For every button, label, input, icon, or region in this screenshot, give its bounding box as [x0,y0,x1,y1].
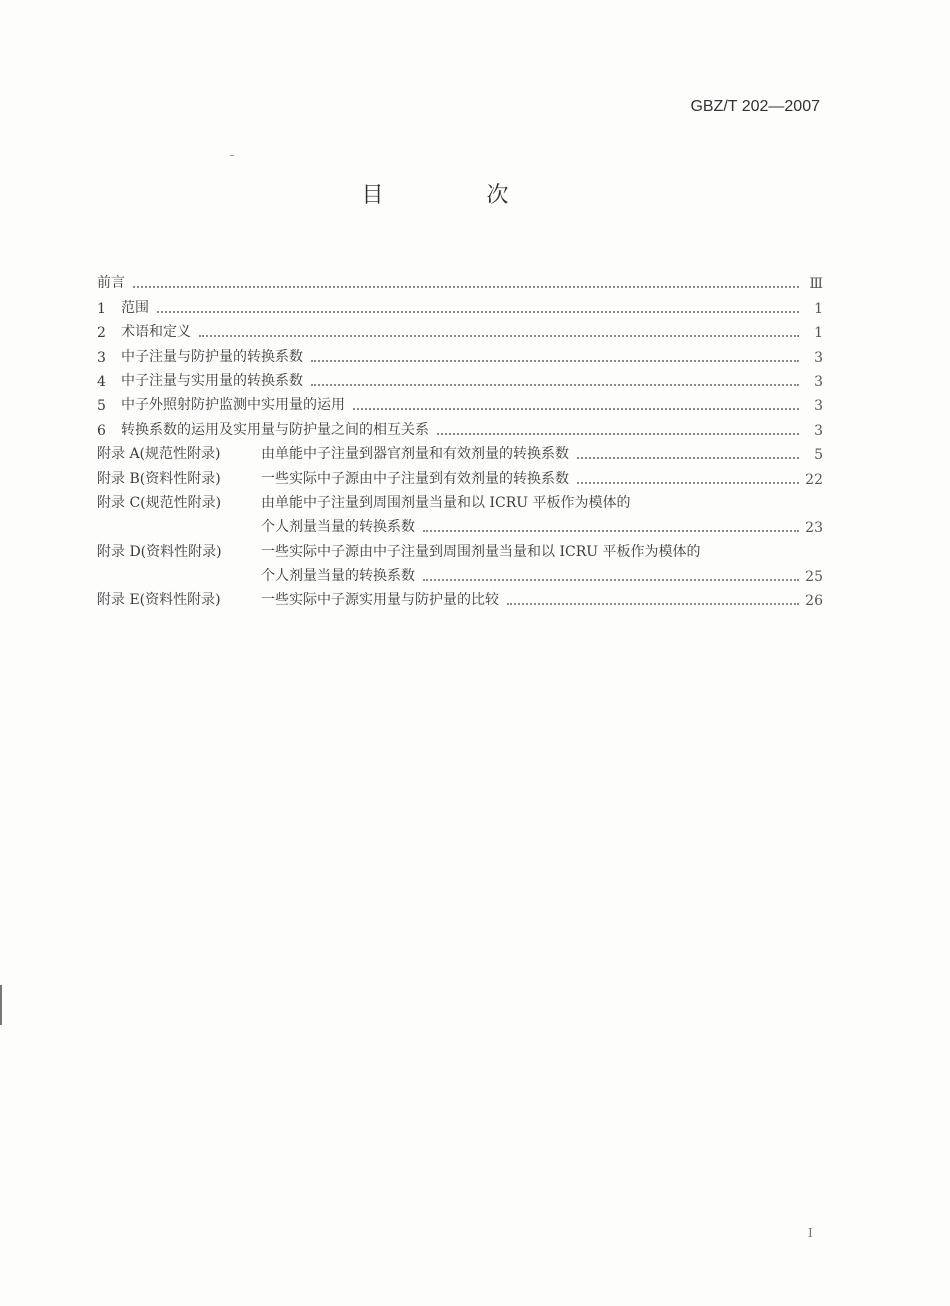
toc-entry-4[interactable] [97,366,823,390]
table-of-contents [97,268,823,609]
leader-dots [423,578,799,581]
toc-label: 中子注量与防护量的转换系数 [121,348,303,365]
toc-label: 一些实际中子源由中子注量到周围剂量当量和以 ICRU 平板作为模体的 [261,543,701,560]
toc-label: 中子外照射防护监测中实用量的运用 [121,397,345,414]
toc-number: 1 [97,300,106,317]
toc-number: 3 [97,349,106,366]
leader-dots [577,481,799,484]
toc-label: 一些实际中子源实用量与防护量的比较 [261,592,499,609]
toc-number: 5 [97,398,106,415]
toc-page-number: 3 [814,349,823,366]
appendix-prefix: 附录 E(资料性附录) [97,592,221,609]
standard-code: GBZ/T 202—2007 [690,98,820,115]
scan-edge-mark [0,985,2,1025]
leader-dots [437,432,799,435]
leader-dots [577,456,799,459]
toc-page-number: 22 [805,471,823,488]
leader-dots [507,602,799,605]
appendix-prefix: 附录 D(资料性附录) [97,543,222,560]
leader-dots [311,359,799,362]
toc-label-continued: 个人剂量当量的转换系数 [261,519,415,536]
leader-dots [133,285,799,288]
toc-entry-3[interactable] [97,341,823,365]
scan-speck [230,155,234,156]
page-title: 目 次 [361,183,557,208]
toc-label: 转换系数的运用及实用量与防护量之间的相互关系 [121,421,429,438]
toc-page-number: 1 [814,300,823,317]
toc-entry-appendix-b[interactable] [97,463,823,487]
toc-label-continued: 个人剂量当量的转换系数 [261,568,415,585]
toc-label: 由单能中子注量到器官剂量和有效剂量的转换系数 [261,446,569,463]
toc-entry-appendix-c[interactable] [97,488,823,512]
appendix-prefix: 附录 B(资料性附录) [97,470,221,487]
toc-label: 术语和定义 [121,324,191,341]
leader-dots [157,310,799,313]
toc-page-number: 3 [814,422,823,439]
toc-label: 由单能中子注量到周围剂量当量和以 ICRU 平板作为模体的 [261,494,631,511]
toc-entry-appendix-e[interactable] [97,585,823,609]
toc-entry-appendix-d[interactable] [97,536,823,560]
toc-entry-foreword[interactable] [97,268,823,292]
toc-number: 4 [97,373,106,390]
leader-dots [353,407,799,410]
toc-entry-appendix-a[interactable] [97,439,823,463]
leader-dots [311,383,799,386]
toc-label: 前言 [97,275,125,292]
toc-page-number: 26 [805,593,823,610]
toc-page-number: 25 [805,569,823,586]
toc-number: 6 [97,422,106,439]
toc-entry-5[interactable] [97,390,823,414]
leader-dots [199,334,799,337]
toc-page-number: 1 [814,325,823,342]
toc-page-number: Ⅲ [809,276,823,293]
toc-page-number: 23 [805,520,823,537]
toc-label: 中子注量与实用量的转换系数 [121,372,303,389]
leader-dots [423,529,799,532]
toc-label: 一些实际中子源由中子注量到有效剂量的转换系数 [261,470,569,487]
toc-entry-2[interactable] [97,317,823,341]
toc-number: 2 [97,325,106,342]
toc-page-number: 3 [814,373,823,390]
appendix-prefix: 附录 C(规范性附录) [97,494,222,511]
toc-page-number: 5 [814,447,823,464]
footer-page-number: I [808,1226,813,1240]
toc-label: 范围 [121,299,149,316]
toc-entry-appendix-d-continued[interactable] [97,561,823,585]
toc-entry-6[interactable] [97,414,823,438]
toc-entry-1[interactable] [97,292,823,316]
toc-page-number: 3 [814,398,823,415]
appendix-prefix: 附录 A(规范性附录) [97,446,221,463]
toc-entry-appendix-c-continued[interactable] [97,512,823,536]
